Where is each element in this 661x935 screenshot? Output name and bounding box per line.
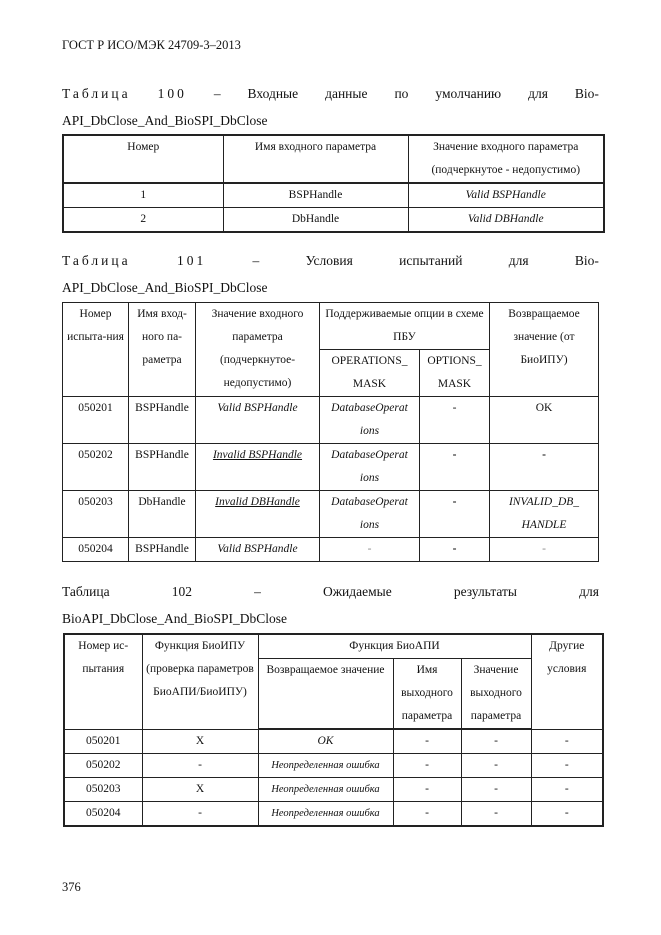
running-header: ГОСТ Р ИСО/МЭК 24709-3–2013 [62,38,241,52]
cell-param: DbHandle [129,491,196,538]
caption-dash: – [254,584,261,599]
caption-word: для [508,253,529,268]
caption-number: 101 [176,253,207,268]
cell-output-value: - [461,802,531,827]
table-row [63,538,599,562]
header-cell-api-function: Функция БиоАПИ [258,634,531,659]
table-row [64,802,603,827]
cell-output-name: - [393,802,461,827]
cell-ipu: X [142,729,258,754]
cell-output-name: - [393,778,461,802]
caption-word: умолчанию [435,86,502,101]
header-cell-name: Имя входного параметра [223,135,408,183]
cell-name: BSPHandle [223,183,408,208]
caption-word: результаты [453,584,517,599]
cell-return: OK [258,729,393,754]
table-row [64,729,603,754]
cell-return: - [490,538,599,562]
caption-word: Условия [305,253,353,268]
cell-other: - [531,729,603,754]
header-cell-output-value: Значение выходного параметра [461,659,531,730]
cell-operations: - [320,538,420,562]
cell-ipu: - [142,802,258,827]
cell-return: INVALID_DB_ HANDLE [490,491,599,538]
table-101-caption [62,247,599,301]
caption-dash: – [213,86,221,101]
cell-output-name: - [393,754,461,778]
header-cell-options-mask: OPTIONS_ MASK [420,350,490,397]
table-102 [63,633,604,827]
cell-operations: DatabaseOperat ions [320,397,420,444]
cell-param: BSPHandle [129,444,196,491]
cell-return: Неопределенная ошибка [258,778,393,802]
cell-other: - [531,778,603,802]
table-row [63,444,599,491]
cell-operations: DatabaseOperat ions [320,444,420,491]
caption-word: данные [325,86,368,101]
table-row [63,208,604,233]
cell-return: Неопределенная ошибка [258,754,393,778]
header-cell-options: Поддерживаемые опции в схеме ПБУ [320,303,490,350]
cell-operations: DatabaseOperat ions [320,491,420,538]
caption-dash: – [252,253,260,268]
header-cell-value: Значение входного параметра (подчеркнутое - недопустимо) [408,135,604,183]
cell-output-value: - [461,754,531,778]
cell-options: - [420,444,490,491]
table-row [63,397,599,444]
header-cell-param-name: Имя вход-ного па-раметра [129,303,196,397]
caption-word: Ожидаемые [322,584,392,599]
header-cell-ipu-function: Функция БиоИПУ (проверка параметров БиоАПИ/БиоИПУ) [142,634,258,729]
caption-label: Таблица [62,253,131,268]
cell-ipu: X [142,778,258,802]
cell-param: BSPHandle [129,397,196,444]
caption-word: для [579,584,599,599]
caption-word: Входные [247,86,299,101]
cell-return: OK [490,397,599,444]
header-cell-test-number: Номер испыта-ния [63,303,129,397]
table-101 [62,302,599,562]
table-102-caption [62,578,599,632]
table-100-caption [62,80,599,134]
cell-name: DbHandle [223,208,408,233]
table-row [64,754,603,778]
cell-test: 050203 [64,778,142,802]
cell-ipu: - [142,754,258,778]
cell-options: - [420,491,490,538]
cell-test: 050204 [63,538,129,562]
header-cell-number: Номер [63,135,223,183]
cell-test: 050202 [64,754,142,778]
caption-number: 102 [171,584,192,599]
caption-line-2: BioAPI_DbClose_And_BioSPI_DbClose [62,611,288,626]
cell-param: BSPHandle [129,538,196,562]
header-cell-other-conditions: Другие условия [531,634,603,729]
caption-line-2: API_DbClose_And_BioSPI_DbClose [62,280,268,295]
caption-word: Bio- [574,86,599,101]
cell-value: Valid BSPHandle [196,538,320,562]
cell-test: 050201 [63,397,129,444]
caption-label: Таблица [62,86,131,101]
cell-test: 050202 [63,444,129,491]
cell-test: 050204 [64,802,142,827]
caption-word: Bio- [574,253,599,268]
page-number: 376 [62,880,81,894]
cell-value: Valid DBHandle [408,208,604,233]
cell-test: 050201 [64,729,142,754]
cell-test: 050203 [63,491,129,538]
cell-value: Invalid BSPHandle [196,444,320,491]
header-cell-operations-mask: OPERATIONS_ MASK [320,350,420,397]
header-cell-test-number: Номер ис-пытания [64,634,142,729]
cell-number: 1 [63,183,223,208]
cell-output-name: - [393,729,461,754]
header-cell-param-value: Значение входного параметра (подчеркнутое-недопустимо) [196,303,320,397]
header-cell-output-name: Имя выходного параметра [393,659,461,730]
caption-number: 100 [157,86,187,101]
table-row [63,183,604,208]
cell-value: Valid BSPHandle [408,183,604,208]
header-cell-return: Возвращаемое значение (от БиоИПУ) [490,303,599,397]
table-row [63,491,599,538]
cell-value: Invalid DBHandle [196,491,320,538]
cell-number: 2 [63,208,223,233]
cell-options: - [420,538,490,562]
caption-word: испытаний [399,253,463,268]
cell-value: Valid BSPHandle [196,397,320,444]
caption-word: по [394,86,409,101]
cell-options: - [420,397,490,444]
cell-output-value: - [461,778,531,802]
table-row [64,778,603,802]
caption-word: для [528,86,548,101]
cell-return: - [490,444,599,491]
cell-other: - [531,802,603,827]
table-100 [62,134,605,233]
caption-line-2: API_DbClose_And_BioSPI_DbClose [62,113,268,128]
cell-output-value: - [461,729,531,754]
cell-return: Неопределенная ошибка [258,802,393,827]
caption-label: Таблица [62,584,110,599]
cell-other: - [531,754,603,778]
header-cell-return-value: Возвращаемое значение [258,659,393,730]
